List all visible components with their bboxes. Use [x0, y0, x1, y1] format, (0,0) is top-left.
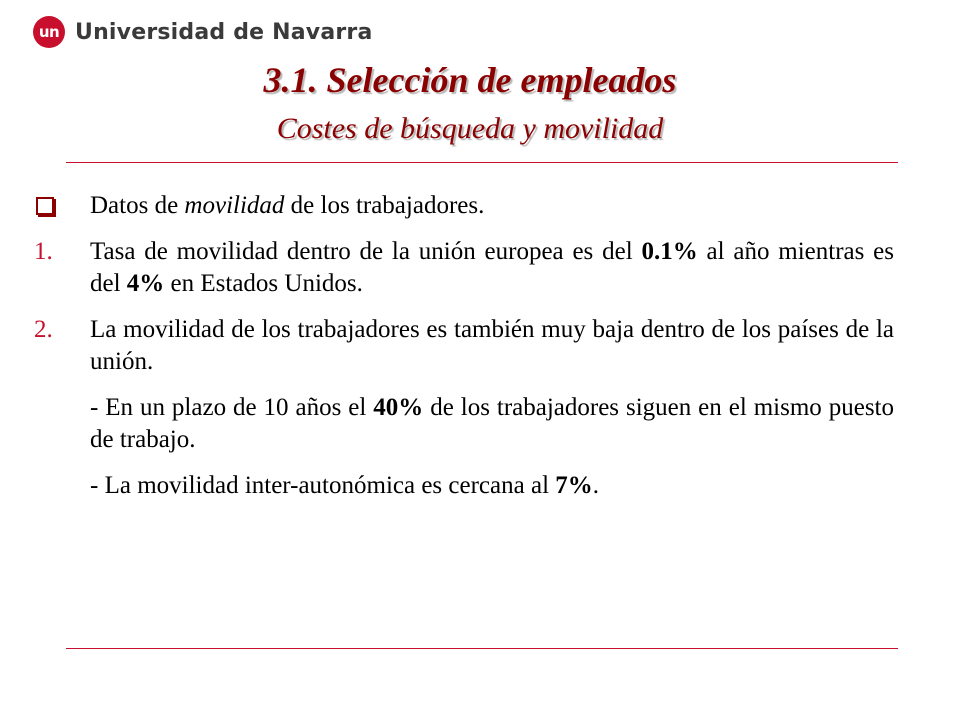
un-logo-icon: un: [33, 16, 65, 48]
sub-item-highlight: 40%: [373, 394, 424, 421]
item-text: Tasa de movilidad dentro de la unión europea es del: [90, 238, 642, 265]
sub-item-highlight: 7%: [555, 472, 593, 499]
checkbox-bullet-icon: [34, 190, 54, 224]
bullet-item: [34, 190, 894, 222]
bullet-text-suffix: de los trabajadores.: [284, 192, 485, 219]
top-divider: [66, 162, 898, 163]
item-highlight: 4%: [126, 270, 165, 297]
slide-body: [34, 190, 894, 516]
item-text: La movilidad de los trabajadores es también muy baja dentro de los países de la unión.: [90, 316, 894, 375]
university-logo: [33, 16, 373, 48]
sub-item-1: [34, 392, 894, 456]
sub-item-text: de los trabajadores siguen en el mismo puesto de trabajo.: [90, 394, 894, 453]
item-text: en Estados Unidos.: [164, 270, 363, 297]
item-number: 1.: [34, 238, 53, 265]
bottom-divider: [66, 648, 898, 649]
bullet-text-prefix: Datos de: [90, 192, 185, 219]
item-number: 2.: [34, 316, 53, 343]
sub-item-text: - En un plazo de 10 años el: [90, 394, 374, 421]
numbered-item-2: [34, 314, 894, 378]
sub-item-2: [34, 470, 894, 502]
numbered-item-1: [34, 236, 894, 300]
bullet-text-italic: movilidad: [184, 192, 285, 219]
item-text: al año mientras es del: [90, 238, 894, 297]
sub-item-text: - La movilidad inter-autonómica es cercana al: [90, 472, 556, 499]
university-name: Universidad de Navarra: [75, 19, 373, 45]
slide-title: 3.1. Selección de empleados: [263, 60, 677, 100]
sub-item-text: .: [592, 472, 600, 499]
slide-subtitle: Costes de búsqueda y movilidad: [276, 112, 664, 145]
item-highlight: 0.1%: [641, 238, 698, 265]
